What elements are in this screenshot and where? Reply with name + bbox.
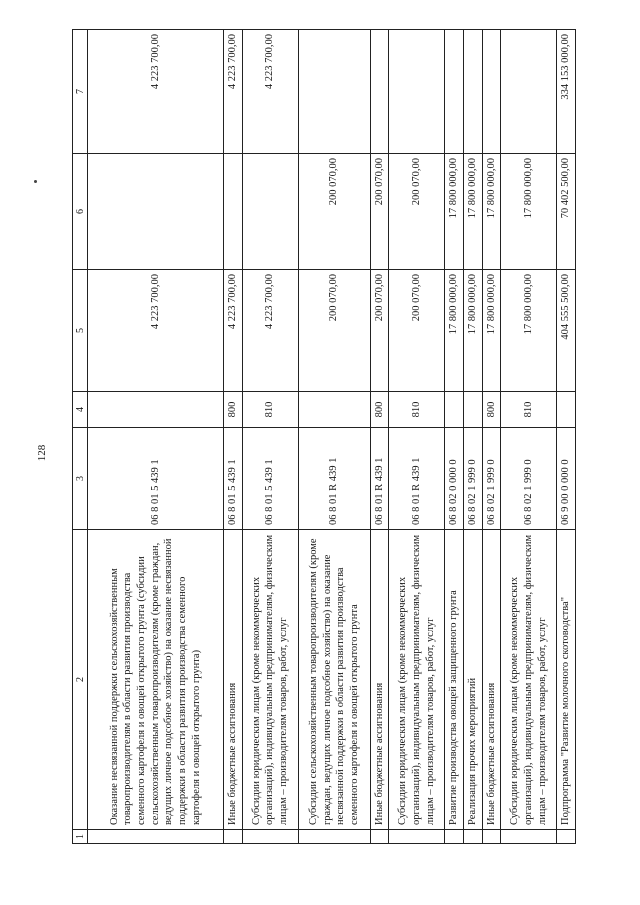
row-name: Иные бюджетные ассигнования [482, 530, 501, 830]
row-vr: 810 [389, 392, 445, 428]
table-row [370, 30, 389, 844]
row-code: 06 8 01 R 439 1 [370, 428, 389, 530]
header-col-3: 3 [73, 428, 88, 530]
row-name: Развитие производства овощей защищенного грунта [445, 530, 464, 830]
row-vr [298, 392, 370, 428]
table-row [88, 30, 224, 844]
row-value-7: 4 223 700,00 [224, 30, 243, 154]
row-value-7 [501, 30, 557, 154]
row-value-6 [224, 154, 243, 270]
row-value-6: 17 800 000,00 [501, 154, 557, 270]
row-code: 06 8 02 1 999 0 [463, 428, 482, 530]
row-vr: 810 [501, 392, 557, 428]
table-row [389, 30, 445, 844]
budget-table [72, 29, 576, 844]
row-code: 06 8 02 1 999 0 [501, 428, 557, 530]
row-value-5: 4 223 700,00 [88, 270, 224, 392]
row-value-5: 200 070,00 [370, 270, 389, 392]
table-row [298, 30, 370, 844]
row-index-cell [463, 830, 482, 844]
header-col-4: 4 [73, 392, 88, 428]
row-code: 06 8 01 5 439 1 [88, 428, 224, 530]
row-value-6: 70 402 500,00 [557, 154, 576, 270]
rotated-table-container [72, 30, 590, 844]
row-value-6: 17 800 000,00 [463, 154, 482, 270]
header-row [73, 30, 88, 844]
row-value-5: 4 223 700,00 [224, 270, 243, 392]
row-vr: 800 [482, 392, 501, 428]
page-number: 128 [36, 444, 48, 462]
row-vr [557, 392, 576, 428]
row-name: Иные бюджетные ассигнования [224, 530, 243, 830]
row-value-6: 200 070,00 [298, 154, 370, 270]
header-col-5: 5 [73, 270, 88, 392]
row-value-5: 17 800 000,00 [445, 270, 464, 392]
row-value-7 [370, 30, 389, 154]
row-value-7 [298, 30, 370, 154]
row-value-5: 17 800 000,00 [482, 270, 501, 392]
row-vr: 810 [242, 392, 298, 428]
row-value-5: 200 070,00 [298, 270, 370, 392]
row-name: Подпрограмма "Развитие молочного скотоводства" [557, 530, 576, 830]
row-value-6 [242, 154, 298, 270]
row-index-cell [88, 830, 224, 844]
row-value-6: 200 070,00 [370, 154, 389, 270]
row-code: 06 8 02 1 999 0 [482, 428, 501, 530]
row-index-cell [501, 830, 557, 844]
row-name: Субсидии юридическим лицам (кроме некоммерческих организаций), индивидуальным предпринимателям, физическим лицам – производителям товаров, работ, услуг [501, 530, 557, 830]
row-index-cell [389, 830, 445, 844]
row-index-cell [242, 830, 298, 844]
row-vr [463, 392, 482, 428]
row-index-cell [370, 830, 389, 844]
row-vr: 800 [224, 392, 243, 428]
row-value-6: 17 800 000,00 [482, 154, 501, 270]
table-row [242, 30, 298, 844]
row-code: 06 8 01 5 439 1 [224, 428, 243, 530]
row-name: Субсидии сельскохозяйственным товаропроизводителям (кроме граждан, ведущих личное подсобное хозяйство) на оказание несвязанной поддержки в области развития производства семенного картофеля и овощей открытого грунта [298, 530, 370, 830]
row-value-5: 17 800 000,00 [501, 270, 557, 392]
row-code: 06 8 02 0 000 0 [445, 428, 464, 530]
row-name: Иные бюджетные ассигнования [370, 530, 389, 830]
row-code: 06 9 00 0 000 0 [557, 428, 576, 530]
row-index-cell [298, 830, 370, 844]
table-row [557, 30, 576, 844]
row-code: 06 8 01 R 439 1 [298, 428, 370, 530]
row-vr [445, 392, 464, 428]
header-col-1: 1 [73, 830, 88, 844]
table-row [501, 30, 557, 844]
header-col-6: 6 [73, 154, 88, 270]
row-value-7 [389, 30, 445, 154]
row-name: Субсидии юридическим лицам (кроме некоммерческих организаций), индивидуальным предпринимателям, физическим лицам – производителям товаров, работ, услуг [242, 530, 298, 830]
row-index-cell [224, 830, 243, 844]
row-vr: 800 [370, 392, 389, 428]
row-code: 06 8 01 5 439 1 [242, 428, 298, 530]
row-value-6: 17 800 000,00 [445, 154, 464, 270]
row-value-5: 200 070,00 [389, 270, 445, 392]
row-value-7 [463, 30, 482, 154]
row-index-cell [445, 830, 464, 844]
row-value-7 [482, 30, 501, 154]
row-value-5: 17 800 000,00 [463, 270, 482, 392]
row-value-7: 4 223 700,00 [242, 30, 298, 154]
row-value-5: 404 555 500,00 [557, 270, 576, 392]
row-value-6 [88, 154, 224, 270]
row-value-6: 200 070,00 [389, 154, 445, 270]
row-value-7: 334 153 000,00 [557, 30, 576, 154]
table-row [482, 30, 501, 844]
table-row [224, 30, 243, 844]
row-name: Оказание несвязанной поддержки сельскохозяйственным товаропроизводителям в области развития производства семенного картофеля и овощей открытого грунта (субсидии сельскохозяйственным товаропроизводителям (кроме граждан, ведущих личное подсобное хозяйство) на оказание несвязанной поддержки в области развития производства семенного картофеля и овощей открытого грунта) [88, 530, 224, 830]
header-col-2: 2 [73, 530, 88, 830]
row-vr [88, 392, 224, 428]
row-code: 06 8 01 R 439 1 [389, 428, 445, 530]
row-index-cell [557, 830, 576, 844]
row-name: Субсидии юридическим лицам (кроме некоммерческих организаций), индивидуальным предпринимателям, физическим лицам – производителям товаров, работ, услуг [389, 530, 445, 830]
row-name: Реализация прочих мероприятий [463, 530, 482, 830]
table-row [445, 30, 464, 844]
row-value-5: 4 223 700,00 [242, 270, 298, 392]
row-index-cell [482, 830, 501, 844]
header-col-7: 7 [73, 30, 88, 154]
row-value-7: 4 223 700,00 [88, 30, 224, 154]
row-value-7 [445, 30, 464, 154]
scan-speck [34, 180, 37, 183]
table-row [463, 30, 482, 844]
